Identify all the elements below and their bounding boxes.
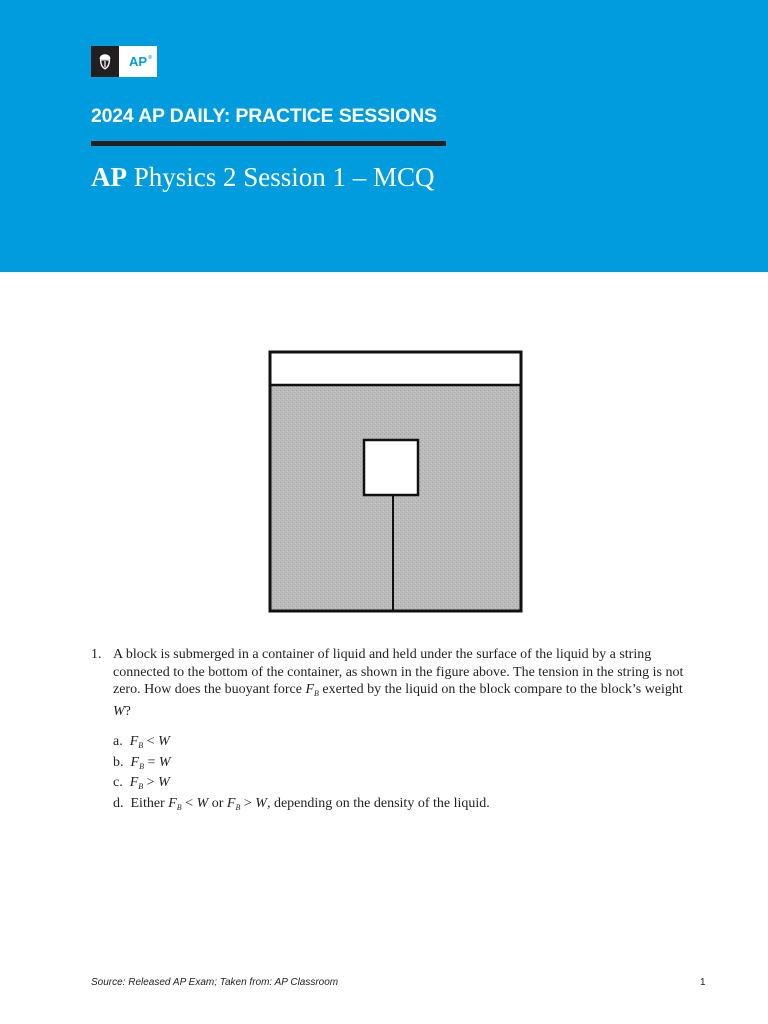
title-ap: AP	[91, 162, 127, 192]
choice-b[interactable]: b. $F_B = W$	[113, 754, 171, 771]
ap-logo-text: AP	[128, 54, 148, 69]
ap-wordmark: AP ®	[119, 46, 157, 77]
page-header	[0, 0, 768, 272]
choice-c[interactable]: c. $F_B > W$	[113, 775, 170, 792]
page-number: 1	[700, 977, 706, 988]
answer-choices	[113, 732, 691, 814]
choice-d[interactable]: d. Either $F_B < W$ or $F_B > W$, depending on the density of the liquid.	[113, 795, 490, 812]
question-text: A block is submerged in a container of liquid and held under the surface of the liquid by a string connected to the bottom of the container, as shown in the figure above. The tension in the string is not zero. How does the buoyant force $F_B$ exerted by the liquid on the block compare to the block’s weight W?	[113, 647, 684, 719]
block	[364, 440, 418, 495]
liquid	[270, 385, 521, 611]
source-note: Source: Released AP Exam; Taken from: AP Classroom	[91, 977, 339, 988]
acorn-icon	[91, 46, 119, 77]
ap-logo	[91, 46, 157, 77]
question-number: 1.	[91, 647, 102, 662]
choice-a[interactable]: a. $F_B < W$	[113, 734, 170, 751]
title-text: Physics 2 Session 1 – MCQ	[133, 162, 435, 192]
header-rule	[91, 141, 446, 146]
series-title: 2024 AP DAILY: PRACTICE SESSIONS	[91, 105, 437, 127]
page-title	[91, 162, 435, 193]
question-1	[91, 646, 691, 814]
buoyancy-figure	[268, 350, 524, 614]
